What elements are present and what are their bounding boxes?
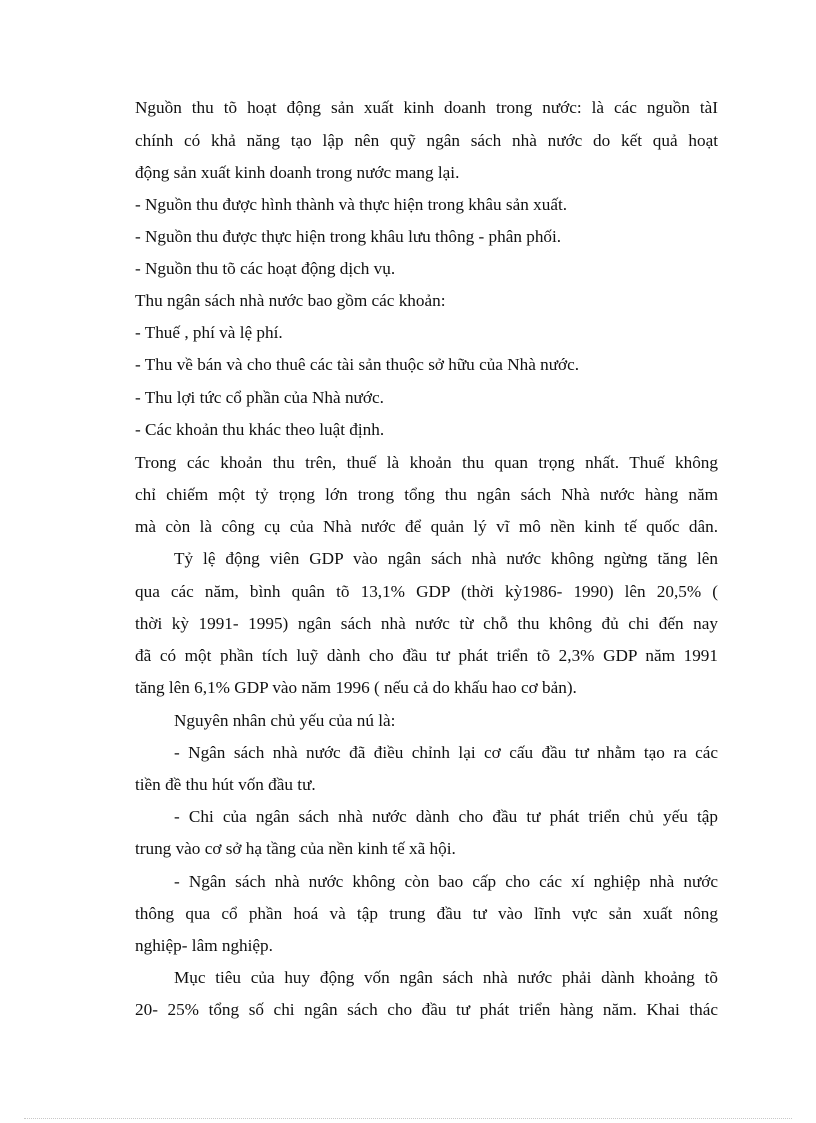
text-line: Nguyên nhân chủ yếu của nú là:	[174, 711, 396, 730]
text-line: Thu ngân sách nhà nước bao gồm các khoản:	[135, 291, 446, 310]
list-item: - Các khoản thu khác theo luật định.	[135, 420, 385, 439]
text-line: động sản xuất kinh doanh trong nước mang lại.	[135, 163, 460, 182]
text-line: Nguồn thu tõ hoạt động sản xuất kinh doanh trong nước: là các nguồn tàI	[135, 98, 718, 117]
list-item: - Nguồn thu được hình thành và thực hiện trong khâu sản xuất.	[135, 195, 568, 214]
page-bottom-divider	[24, 1118, 792, 1119]
list-item: - Thu lợi tức cổ phần của Nhà nước.	[135, 388, 384, 407]
text-line: tiền đề thu hút vốn đầu tư.	[135, 775, 316, 794]
text-line: thời kỳ 1991- 1995) ngân sách nhà nước từ chỗ thu không đủ chi đến nay	[135, 614, 718, 633]
list-item: - Ngân sách nhà nước không còn bao cấp cho các xí nghiệp nhà nước	[174, 872, 718, 891]
text-line: Trong các khoản thu trên, thuế là khoản thu quan trọng nhất. Thuế không	[135, 453, 718, 472]
text-line: đã có một phần tích luỹ dành cho đầu tư phát triển tõ 2,3% GDP năm 1991	[135, 646, 718, 665]
text-line: thông qua cổ phần hoá và tập trung đầu tư vào lĩnh vực sản xuất nông	[135, 904, 718, 923]
list-item: - Nguồn thu tõ các hoạt động dịch vụ.	[135, 259, 396, 278]
text-line: Mục tiêu của huy động vốn ngân sách nhà nước phải dành khoảng tõ	[174, 968, 718, 987]
text-line: nghiệp- lâm nghiệp.	[135, 936, 273, 955]
text-line: Tỷ lệ động viên GDP vào ngân sách nhà nước không ngừng tăng lên	[174, 549, 718, 568]
text-line: chính có khả năng tạo lập nên quỹ ngân sách nhà nước do kết quả hoạt	[135, 131, 718, 150]
text-line: tăng lên 6,1% GDP vào năm 1996 ( nếu cả do khấu hao cơ bản).	[135, 678, 577, 697]
list-item: - Nguồn thu được thực hiện trong khâu lưu thông - phân phối.	[135, 227, 562, 246]
list-item: - Thuế , phí và lệ phí.	[135, 323, 283, 342]
text-line: 20- 25% tổng số chi ngân sách cho đầu tư phát triển hàng năm. Khai thác	[135, 1000, 718, 1019]
list-item: - Chi của ngân sách nhà nước dành cho đầu tư phát triển chủ yếu tập	[174, 807, 718, 826]
text-line: chỉ chiếm một tỷ trọng lớn trong tổng thu ngân sách Nhà nước hàng năm	[135, 485, 718, 504]
list-item: - Thu về bán và cho thuê các tài sản thuộc sở hữu của Nhà nước.	[135, 355, 580, 374]
list-item: - Ngân sách nhà nước đã điều chỉnh lại cơ cấu đầu tư nhằm tạo ra các	[174, 743, 718, 762]
text-line: qua các năm, bình quân tõ 13,1% GDP (thời kỳ1986- 1990) lên 20,5% (	[135, 582, 718, 601]
text-line: mà còn là công cụ của Nhà nước để quản lý vĩ mô nền kinh tế quốc dân.	[135, 517, 718, 536]
text-line: trung vào cơ sở hạ tầng của nền kinh tế xã hội.	[135, 839, 456, 858]
